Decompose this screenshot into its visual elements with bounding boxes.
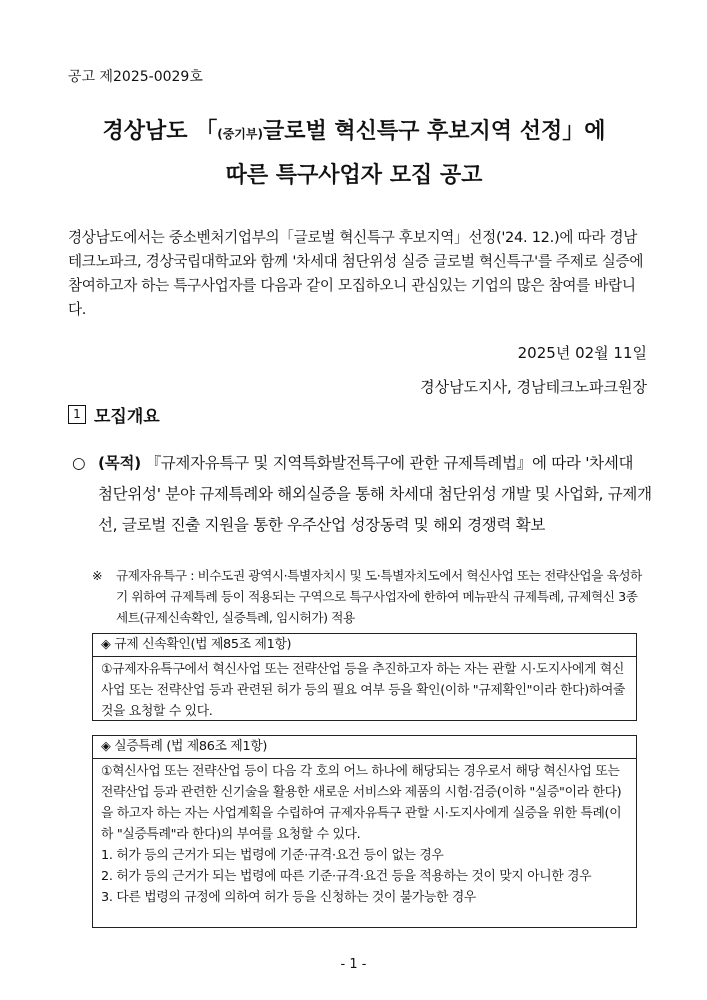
reference-note — [92, 565, 652, 628]
box-content: ①규제자유특구에서 혁신사업 또는 전략산업 등을 추진하고자 하는 자는 관할 시·도지사에게 혁신사업 또는 전략산업 등과 관련된 허가 등의 필요 여부 등을 확인(이하 "규제확인"이라 한다)하여줄 것을 요청할 수 있다. — [101, 662, 626, 719]
purpose-item — [72, 448, 652, 541]
section-title: 모집개요 — [94, 407, 160, 427]
note-text: 규제자유특구 : 비수도권 광역시·특별자치시 및 도·특별자치도에서 혁신사업 또는 전략산업을 육성하기 위하여 규제특례 등이 적용되는 구역으로 특구사업자에 한하여 메뉴판식 규제특례, 규제혁신 3종 세트(규제신속확인, 실증특례, 임시허가) 적용 — [116, 568, 642, 625]
demonstration-special-box — [92, 735, 637, 928]
title-line-1 — [60, 110, 648, 154]
regulation-check-box — [92, 633, 637, 721]
intro-paragraph: 경상남도에서는 중소벤처기업부의「글로벌 혁신특구 후보지역」선정('24. 12.)에 따라 경남테크노파크, 경상국립대학교와 함께 '차세대 첨단위성 실증 글로벌 혁신특구'를 주제로 실증에 참여하고자 하는 특구사업자를 다음과 같이 모집하오니 관심있는 기업의 많은 참여를 바랍니다. — [68, 229, 644, 318]
title-line-2: 따른 특구사업자 모집 공고 — [225, 163, 483, 188]
box-content — [93, 759, 636, 910]
box-heading: ◈ 실증특례 (법 제86조 제1항) — [93, 736, 636, 759]
purpose-label: (목적) — [98, 454, 141, 472]
box-paragraph: ①혁신사업 또는 전략산업 등이 다음 각 호의 어느 하나에 해당되는 경우로서 해당 혁신사업 또는 전략산업 등과 관련한 신기술을 활용한 새로운 서비스와 제품의 시험·검증(이하 "실증"이라 한다)을 하고자 하는 자는 사업계획을 수립하여 규제자유특구 관할 시·도지사에게 실증을 위한 특례(이하 "실증특례"라 한다)의 부여를 요청할 수 있다. — [101, 764, 622, 842]
announcement-date: 2025년 02월 11일 — [517, 344, 647, 362]
title-superscript: (중기부) — [217, 127, 263, 141]
list-item: 3. 다른 법령의 규정에 의하여 허가 등을 신청하는 것이 불가능한 경우 — [101, 890, 476, 905]
list-item: 2. 허가 등의 근거가 되는 법령에 따른 기준·규격·요건 등을 적용하는 것이 맞지 아니한 경우 — [101, 869, 592, 884]
page-number: - 1 - — [340, 957, 367, 972]
notice-number: 공고 제2025-0029호 — [68, 69, 203, 85]
box-heading: ◈ 규제 신속확인(법 제85조 제1항) — [93, 634, 636, 657]
list-item: 1. 허가 등의 근거가 되는 법령에 기준·규격·요건 등이 없는 경우 — [101, 848, 444, 863]
circle-bullet-icon: ○ — [72, 454, 86, 472]
title-prefix: 경상남도 「 — [102, 119, 218, 144]
note-mark: ※ — [92, 568, 103, 583]
document-title — [60, 110, 648, 198]
issuing-organizations: 경상남도지사, 경남테크노파크원장 — [420, 378, 647, 396]
section-heading — [68, 402, 160, 427]
section-number: 1 — [68, 405, 86, 424]
title-suffix: 글로벌 혁신특구 후보지역 선정」에 — [262, 119, 606, 144]
purpose-text: 『규제자유특구 및 지역특화발전특구에 관한 규제특례법』에 따라 '차세대 첨단위성' 분야 규제특례와 해외실증을 통해 차세대 첨단위성 개발 및 사업화, 규제개선, 글로벌 진출 지원을 통한 우주산업 성장동력 및 해외 경쟁력 확보 — [98, 454, 652, 534]
